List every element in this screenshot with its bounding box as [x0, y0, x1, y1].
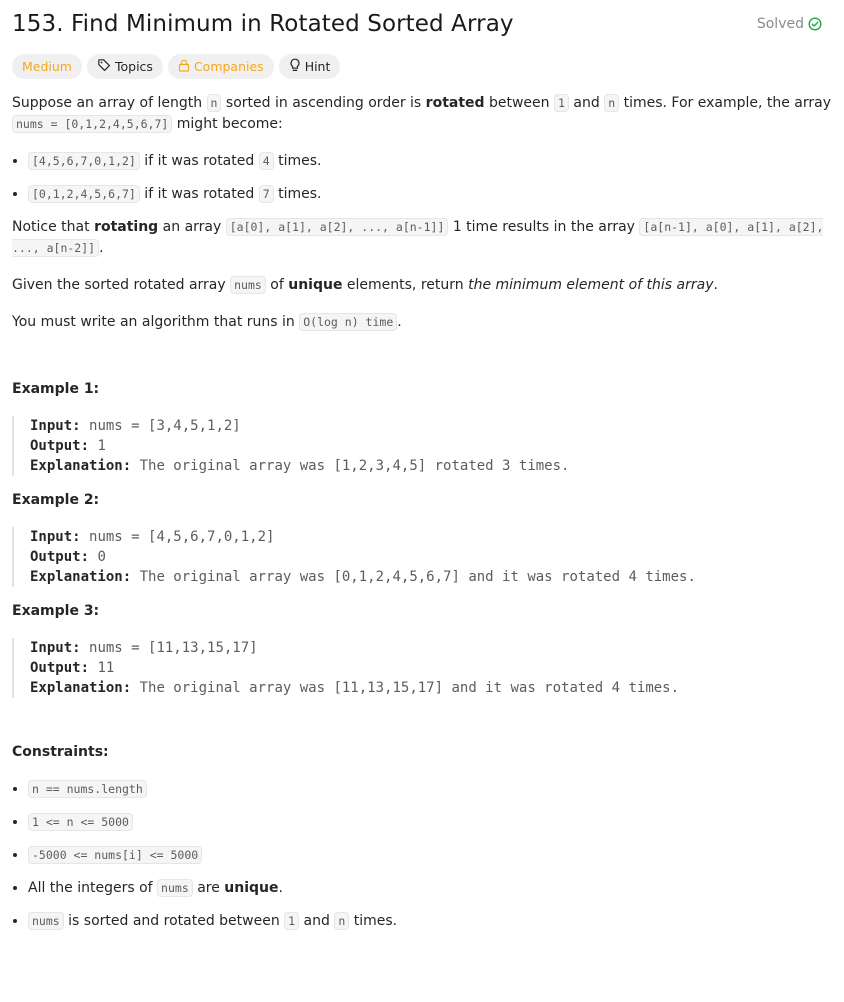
list-item [28, 184, 832, 205]
list-item [28, 812, 832, 833]
output-label: Output: [30, 438, 90, 454]
spacer [12, 349, 832, 379]
list-item [28, 911, 832, 932]
text: . [99, 240, 104, 256]
hint-button[interactable] [279, 54, 341, 79]
statement-paragraph-4 [12, 312, 832, 333]
example-explanation [30, 456, 832, 476]
check-circle-icon [808, 17, 822, 31]
text: All the integers of [28, 880, 158, 896]
input-value: nums = [4,5,6,7,0,1,2] [89, 529, 275, 545]
output-value: 11 [97, 660, 115, 676]
list-item [28, 878, 832, 899]
output-value: 1 [97, 438, 106, 454]
solved-status [757, 16, 822, 32]
inline-code: [a[0], a[1], a[2], ..., a[n-1]] [226, 218, 449, 236]
example-block [12, 527, 832, 587]
companies-label: Companies [193, 59, 264, 74]
inline-code: nums [230, 276, 266, 294]
text: are [192, 880, 225, 896]
solved-label: Solved [756, 16, 804, 32]
text: times. [273, 186, 322, 202]
difficulty-badge [12, 54, 82, 79]
companies-button[interactable] [168, 54, 274, 79]
text: times. For example, the array [619, 95, 832, 111]
example-input [30, 416, 832, 436]
inline-code: O(log n) time [299, 313, 397, 331]
output-label: Output: [30, 549, 90, 565]
list-item [28, 151, 832, 172]
text: if it was rotated [139, 186, 259, 202]
example-input [30, 527, 832, 547]
inline-code: nums [28, 912, 64, 930]
italic-text: the minimum element of this array [468, 277, 714, 293]
rotation-examples-list [12, 151, 832, 205]
tag-row [12, 54, 832, 79]
inline-code: 1 <= n <= 5000 [28, 813, 133, 831]
inline-code: [0,1,2,4,5,6,7] [28, 185, 140, 203]
input-label: Input: [30, 640, 81, 656]
constraints-list [12, 779, 832, 932]
example-explanation [30, 567, 832, 587]
spacer [12, 712, 832, 742]
text: Notice that [12, 219, 95, 235]
text: an array [158, 219, 226, 235]
inline-code: n [207, 94, 222, 112]
input-value: nums = [3,4,5,1,2] [89, 418, 241, 434]
list-item [28, 845, 832, 866]
inline-code: [4,5,6,7,0,1,2] [28, 152, 140, 170]
statement-paragraph-2 [12, 217, 832, 259]
topics-button[interactable] [87, 54, 163, 79]
input-label: Input: [30, 418, 81, 434]
text: is sorted and rotated between [63, 913, 285, 929]
explanation-value: The original array was [1,2,3,4,5] rotated 3 times. [139, 458, 570, 474]
example-output [30, 436, 832, 456]
inline-code: nums [157, 879, 193, 897]
input-label: Input: [30, 529, 81, 545]
lightbulb-icon [289, 58, 301, 75]
title-row [12, 0, 832, 48]
output-label: Output: [30, 660, 90, 676]
text: might become: [172, 116, 283, 132]
hint-label: Hint [304, 59, 331, 74]
bold-text: rotating [94, 219, 159, 235]
example-output [30, 658, 832, 678]
example-title: Example 2: [12, 492, 100, 508]
inline-code: n == nums.length [28, 780, 147, 798]
text: and [568, 95, 605, 111]
example-explanation [30, 678, 832, 698]
problem-title[interactable]: 153. Find Minimum in Rotated Sorted Array [12, 11, 514, 37]
inline-code: 1 [554, 94, 569, 112]
bold-text: unique [224, 880, 279, 896]
explanation-label: Explanation: [30, 458, 132, 474]
tag-icon [97, 58, 111, 75]
input-value: nums = [11,13,15,17] [89, 640, 258, 656]
inline-code: n [334, 912, 349, 930]
text: between [484, 95, 554, 111]
inline-code: 1 [284, 912, 299, 930]
inline-code: [a[n-1], a[0], a[1], a[2], ..., a[n-2]] [12, 220, 824, 255]
statement-paragraph-3 [12, 275, 832, 296]
constraints-title: Constraints: [12, 744, 109, 760]
example-input [30, 638, 832, 658]
text: 1 time results in the array [448, 219, 640, 235]
list-item [28, 779, 832, 800]
example-title: Example 1: [12, 381, 100, 397]
text: times. [273, 153, 322, 169]
text: . [713, 277, 718, 293]
difficulty-label: Medium [22, 59, 72, 74]
output-value: 0 [97, 549, 106, 565]
text: and [299, 913, 335, 929]
inline-code: n [604, 94, 619, 112]
example-output [30, 547, 832, 567]
example-block [12, 416, 832, 476]
text: Given the sorted rotated array [12, 277, 231, 293]
statement-paragraph-1 [12, 93, 832, 135]
text: if it was rotated [139, 153, 259, 169]
text: . [278, 880, 283, 896]
inline-code: nums = [0,1,2,4,5,6,7] [12, 115, 172, 133]
inline-code: 7 [259, 185, 274, 203]
explanation-value: The original array was [11,13,15,17] and it was rotated 4 times. [139, 680, 680, 696]
explanation-value: The original array was [0,1,2,4,5,6,7] and it was rotated 4 times. [139, 569, 696, 585]
inline-code: 4 [259, 152, 274, 170]
inline-code: -5000 <= nums[i] <= 5000 [28, 846, 202, 864]
bold-text: unique [288, 277, 343, 293]
explanation-label: Explanation: [30, 569, 132, 585]
text: times. [349, 913, 398, 929]
text: . [397, 314, 402, 330]
text: Suppose an array of length [12, 95, 207, 111]
example-title: Example 3: [12, 603, 100, 619]
bold-text: rotated [425, 95, 485, 111]
text: You must write an algorithm that runs in [12, 314, 300, 330]
text: elements, return [342, 277, 469, 293]
problem-statement [12, 93, 832, 932]
example-block [12, 638, 832, 698]
text: of [265, 277, 289, 293]
explanation-label: Explanation: [30, 680, 132, 696]
lock-icon [178, 59, 190, 75]
topics-label: Topics [114, 59, 153, 74]
text: sorted in ascending order is [221, 95, 426, 111]
